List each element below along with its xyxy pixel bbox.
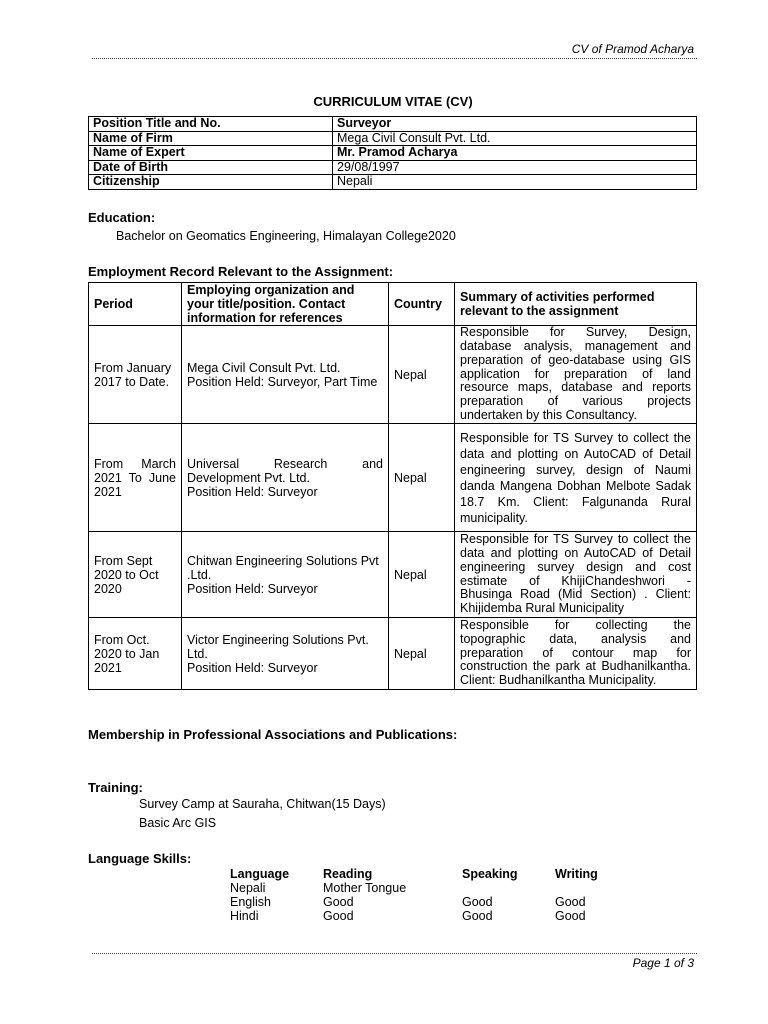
writing-level bbox=[555, 881, 615, 895]
reading-column-header: Reading bbox=[323, 867, 373, 881]
info-row bbox=[89, 160, 697, 175]
organization-name: Universal Research and Development Pvt. Ltd. bbox=[187, 456, 383, 485]
info-row bbox=[89, 117, 697, 132]
employment-row bbox=[89, 532, 697, 618]
running-header: CV of Pramod Acharya bbox=[571, 42, 694, 56]
employment-summary: Responsible for TS Survey to collect the data and plotting on AutoCAD of Detail engineering survey, design of Naumi danda Mangena Dobhan Melbote Sadak 18.7 Km. Client: Falgunanda Rural municipality. bbox=[455, 424, 697, 532]
language-name: English bbox=[230, 895, 271, 909]
writing-level: Good bbox=[555, 895, 586, 909]
employment-country: Nepal bbox=[389, 618, 455, 690]
employment-organization bbox=[182, 424, 389, 532]
country-header: Country bbox=[389, 283, 455, 326]
employment-country: Nepal bbox=[389, 532, 455, 618]
info-row bbox=[89, 131, 697, 146]
personal-info-table bbox=[88, 116, 697, 190]
writing-column-header: Writing bbox=[555, 867, 598, 881]
writing-level: Good bbox=[555, 909, 586, 923]
document-title: CURRICULUM VITAE (CV) bbox=[313, 94, 473, 109]
language-row bbox=[230, 909, 615, 923]
employment-summary: Responsible for collecting the topographic data, analysis and preparation of contour map for construction the park at Budhanilkantha. Client: Budhanilkantha Municipality. bbox=[455, 618, 697, 690]
info-value: Mr. Pramod Acharya bbox=[333, 146, 697, 161]
summary-header: Summary of activities performed relevant to the assignment bbox=[455, 283, 697, 326]
info-key: Date of Birth bbox=[89, 160, 333, 175]
header-divider bbox=[92, 58, 697, 59]
reading-level: Mother Tongue bbox=[323, 881, 407, 895]
language-name: Nepali bbox=[230, 881, 266, 895]
position-held: Position Held: Surveyor, Part Time bbox=[187, 374, 378, 389]
language-name: Hindi bbox=[230, 909, 259, 923]
employment-organization bbox=[182, 618, 389, 690]
info-row bbox=[89, 146, 697, 161]
language-row bbox=[230, 881, 615, 895]
footer-divider bbox=[92, 953, 697, 954]
organization-header: Employing organization and your title/position. Contact information for references bbox=[182, 283, 389, 326]
education-heading: Education: bbox=[88, 210, 156, 225]
speaking-level: Good bbox=[462, 895, 493, 909]
education-entry: Bachelor on Geomatics Engineering, Himalayan College2020 bbox=[116, 229, 456, 243]
language-row bbox=[230, 895, 615, 909]
employment-row bbox=[89, 618, 697, 690]
employment-row bbox=[89, 424, 697, 532]
info-key: Citizenship bbox=[89, 175, 333, 190]
training-item: Survey Camp at Sauraha, Chitwan(15 Days) bbox=[139, 797, 386, 811]
speaking-level: Good bbox=[462, 909, 493, 923]
info-value: Surveyor bbox=[333, 117, 697, 132]
info-row bbox=[89, 175, 697, 190]
reading-level: Good bbox=[323, 895, 354, 909]
speaking-column-header: Speaking bbox=[462, 867, 518, 881]
info-value: 29/08/1997 bbox=[333, 160, 697, 175]
employment-organization bbox=[182, 532, 389, 618]
employment-table bbox=[88, 282, 697, 690]
reading-level: Good bbox=[323, 909, 354, 923]
employment-summary: Responsible for Survey, Design, database analysis, management and preparation of geo-database using GIS application for preparation of land resource maps, database and reports preparation of various projects undertaken by this Consultancy. bbox=[455, 326, 697, 424]
info-key: Name of Firm bbox=[89, 131, 333, 146]
employment-period: From Oct. 2020 to Jan 2021 bbox=[89, 618, 182, 690]
info-key: Name of Expert bbox=[89, 146, 333, 161]
period-header: Period bbox=[89, 283, 182, 326]
organization-name: Chitwan Engineering Solutions Pvt .Ltd. bbox=[187, 553, 379, 582]
organization-name: Victor Engineering Solutions Pvt. Ltd. bbox=[187, 632, 369, 661]
employment-heading: Employment Record Relevant to the Assignment: bbox=[88, 264, 394, 279]
info-key: Position Title and No. bbox=[89, 117, 333, 132]
speaking-level bbox=[462, 881, 555, 895]
employment-period: From March 2021 To June 2021 bbox=[89, 424, 182, 532]
language-header-row bbox=[230, 867, 615, 881]
language-heading: Language Skills: bbox=[88, 851, 192, 866]
employment-period: From Sept 2020 to Oct 2020 bbox=[89, 532, 182, 618]
info-value: Mega Civil Consult Pvt. Ltd. bbox=[333, 131, 697, 146]
page-number: Page 1 of 3 bbox=[632, 956, 694, 970]
employment-country: Nepal bbox=[389, 424, 455, 532]
language-column-header: Language bbox=[230, 867, 290, 881]
training-heading: Training: bbox=[88, 780, 143, 795]
employment-organization bbox=[182, 326, 389, 424]
organization-name: Mega Civil Consult Pvt. Ltd. bbox=[187, 360, 341, 375]
position-held: Position Held: Surveyor bbox=[187, 581, 318, 596]
employment-country: Nepal bbox=[389, 326, 455, 424]
employment-period: From January 2017 to Date. bbox=[89, 326, 182, 424]
position-held: Position Held: Surveyor bbox=[187, 484, 318, 499]
info-value: Nepali bbox=[333, 175, 697, 190]
language-skills-table bbox=[230, 867, 615, 923]
position-held: Position Held: Surveyor bbox=[187, 660, 318, 675]
employment-header-row bbox=[89, 283, 697, 326]
employment-row bbox=[89, 326, 697, 424]
training-item: Basic Arc GIS bbox=[139, 816, 217, 830]
employment-summary: Responsible for TS Survey to collect the data and plotting on AutoCAD of Detail engineering survey design and cost estimate of KhijiChandeshwori - Bhusinga Road (Mid Section) . Client: Khijidemba Rural Municipality bbox=[455, 532, 697, 618]
membership-heading: Membership in Professional Associations and Publications: bbox=[88, 727, 458, 742]
